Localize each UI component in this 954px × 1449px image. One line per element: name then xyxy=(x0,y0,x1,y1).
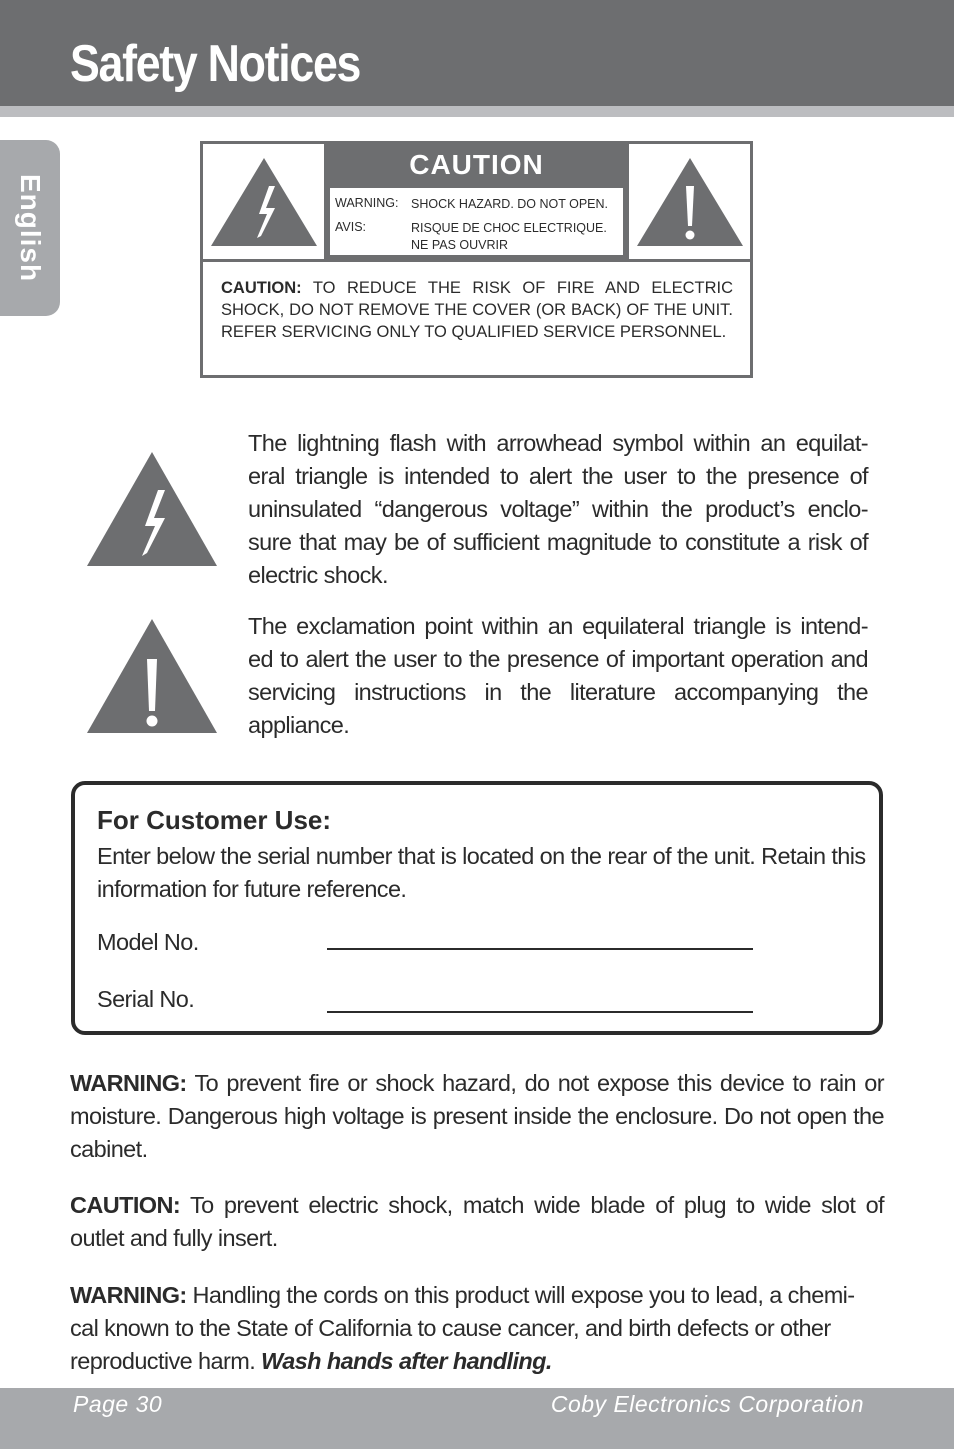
model-number-field[interactable] xyxy=(327,948,753,950)
serial-number-label: Serial No. xyxy=(97,986,195,1012)
exclamation-triangle-icon xyxy=(635,156,745,248)
caution-label-heading: CAUTION xyxy=(409,149,544,180)
caution-body-lead: CAUTION: xyxy=(221,279,302,297)
caution-row-key: AVIS: xyxy=(335,220,367,234)
exclamation-triangle-icon xyxy=(85,617,219,735)
exclamation-symbol-description: The exclamation point within an equilateral triangle is intend- ed to alert the user to the presence of important operation and servicing instructions in the literature accompanying the appliance. xyxy=(248,613,868,738)
caution-row-value: SHOCK HAZARD. DO NOT OPEN. xyxy=(411,197,609,211)
serial-number-field[interactable] xyxy=(327,1011,753,1013)
notice-lead: WARNING: xyxy=(70,1070,187,1096)
model-number-label: Model No. xyxy=(97,929,199,955)
warning-notice xyxy=(70,1067,884,1166)
caution-label-right-cell xyxy=(626,144,750,259)
caution-notice xyxy=(70,1189,884,1255)
company-name: Coby Electronics Corporation xyxy=(550,1391,864,1417)
customer-use-box xyxy=(71,781,883,1035)
notice-lead: WARNING: xyxy=(70,1282,187,1308)
notice-text: Handling the cords on this product will expose you to lead, a chemi- cal known to the State of California to cause cancer, and birth defects or other reproductive harm. xyxy=(70,1282,855,1374)
customer-use-title: For Customer Use: xyxy=(97,805,332,835)
caution-label-body xyxy=(221,277,733,343)
page-title: Safety Notices xyxy=(70,35,361,93)
caution-label-left-cell xyxy=(203,144,327,259)
notice-lead: CAUTION: xyxy=(70,1192,181,1218)
notice-text: To prevent electric shock, match wide blade of plug to wide slot of outlet and fully insert. xyxy=(70,1192,884,1251)
language-tab-label: English xyxy=(15,173,46,283)
caution-label-center xyxy=(327,144,626,259)
header-rule xyxy=(0,106,954,117)
notice-emphasis: Wash hands after handling. xyxy=(261,1348,552,1374)
caution-label-divider xyxy=(203,259,750,262)
caution-body-text: TO REDUCE THE RISK OF FIRE AND ELECTRIC SHOCK, DO NOT REMOVE THE COVER (OR BACK) OF THE UNIT. REFER SERVICING ONLY TO QUALIFIED SERVICE PERSONNEL. xyxy=(221,279,733,341)
lightning-symbol-description: The lightning flash with arrowhead symbol within an equilat- eral triangle is intended to alert the user to the presence of uninsulated “dangerous voltage” within the product’s enclo- sure that may be of sufficient magnitude to constitute a risk of electric shock. xyxy=(248,430,868,588)
lightning-triangle-icon xyxy=(209,156,319,248)
notice-text: To prevent fire or shock hazard, do not expose this device to rain or moisture. Dangerous high voltage is present inside the enclosure. Do not open the cabinet. xyxy=(70,1070,884,1162)
lightning-triangle-icon xyxy=(85,450,219,568)
customer-use-description: Enter below the serial number that is located on the rear of the unit. Retain this information for future reference. xyxy=(97,843,866,902)
caution-row-value: RISQUE DE CHOC ELECTRIQUE. NE PAS OUVRIR xyxy=(411,221,607,252)
caution-label-text-panel xyxy=(330,188,623,255)
caution-row-key: WARNING: xyxy=(335,196,399,210)
page-number: Page 30 xyxy=(73,1391,163,1417)
caution-label xyxy=(200,141,753,378)
lead-warning-notice xyxy=(70,1279,884,1378)
